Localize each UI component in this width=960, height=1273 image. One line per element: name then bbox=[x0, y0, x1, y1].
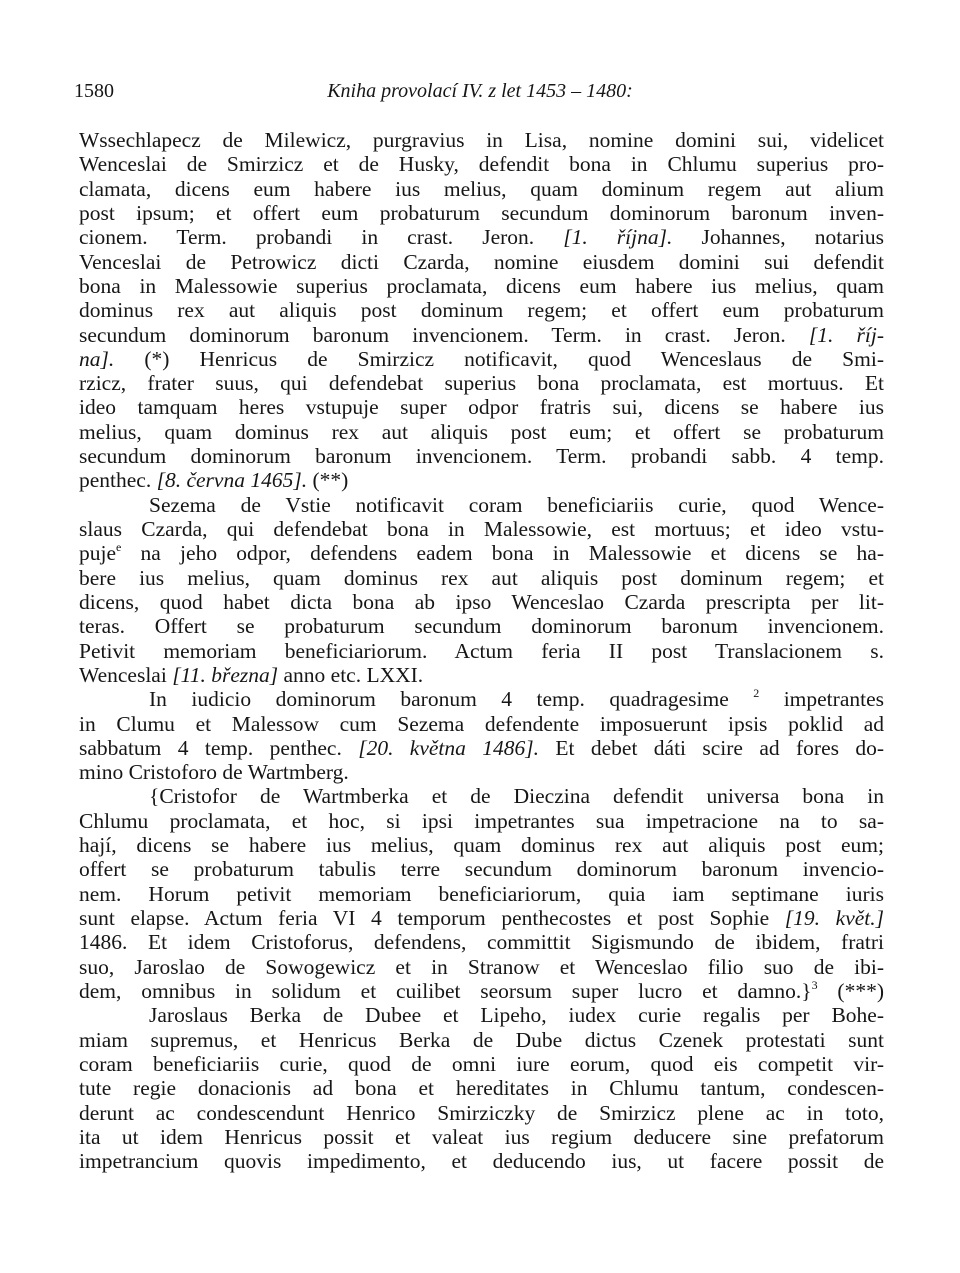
paragraph-start: Jaroslaus Berka de Dubee et Lipeho, iudex curie regalis per Bohe- bbox=[149, 1003, 884, 1028]
text-line: Wenceslai de Smirzicz et de Husky, defendit bona in Chlumu superius pro- bbox=[79, 152, 884, 177]
text-line: derunt ac condescendunt Henrico Smirziczky de Smirzicz plene ac in toto, bbox=[79, 1100, 884, 1125]
text-line: nem. Horum petivit memoriam beneficiariorum, quia iam septimane iuris bbox=[79, 881, 884, 906]
date-annotation: [19. květ.] bbox=[784, 906, 884, 930]
page-header bbox=[74, 80, 886, 108]
text-line: Wssechlapecz de Milewicz, purgravius in Lisa, nomine domini sui, videlicet bbox=[79, 128, 884, 152]
date-annotation: [11. března] bbox=[172, 662, 279, 687]
date-annotation: [20. května 1486]. bbox=[358, 735, 540, 760]
text-line: puje$^e$ na jeho odpor, defendens eadem bona in Malessowie et dicens se ha- bbox=[79, 541, 884, 566]
date-annotation: [1. října]. bbox=[563, 225, 673, 250]
text-line: hají, dicens se habere ius melius, quam dominus rex aut aliquis post eum; bbox=[79, 833, 884, 858]
text-line: secundum dominorum baronum invencionem. Term. in crast. Jeron. [1. říj- bbox=[79, 322, 884, 347]
paragraph-start: In iudicio dominorum baronum 4 temp. quadragesime $^2$ impetrantes bbox=[149, 687, 884, 712]
text-line: tute regie donacionis ad bona et hereditates in Chlumu tantum, condescen- bbox=[79, 1076, 884, 1101]
text-line: in Clumu et Malessow cum Sezema defendente imposuerunt ipsis poklid ad bbox=[79, 711, 884, 736]
text-line: miam supremus, et Henricus Berka de Dube dictus Czenek protestati sunt bbox=[79, 1027, 884, 1052]
text-line: cionem. Term. probandi in crast. Jeron. [1. října]. Johannes, notarius bbox=[79, 225, 884, 250]
text-line: Wenceslai [11. března] anno etc. LXXI. bbox=[79, 662, 424, 687]
text-line: dominus rex aut aliquis post dominum regem; et offert eum probaturum bbox=[79, 298, 884, 323]
page-number: 1580 bbox=[74, 80, 114, 102]
date-annotation: [8. června 1465]. bbox=[156, 468, 308, 493]
text-line: Petivit memoriam beneficiariorum. Actum feria II post Translacionem s. bbox=[79, 638, 884, 663]
text-line: dicens, quod habet dicta bona ab ipso Wenceslao Czarda prescripta per lit- bbox=[79, 589, 884, 614]
text-line: secundum dominorum baronum invencionem. Term. probandi sabb. 4 temp. bbox=[79, 444, 884, 469]
text-line: na]. (*) Henricus de Smirzicz notificavit, quod Wenceslaus de Smi- bbox=[79, 346, 884, 371]
text-line: teras. Offert se probaturum secundum dominorum baronum invencionem. bbox=[79, 614, 884, 639]
text-line: suo, Jaroslao de Sowogewicz et in Stranow et Wenceslao filio suo de ibi- bbox=[79, 954, 884, 979]
text-line: melius, quam dominus rex aut aliquis post eum; et offert se probaturum bbox=[79, 419, 884, 444]
text-line: 1486. Et idem Cristoforus, defendens, committit Sigismundo de ibidem, fratri bbox=[79, 930, 884, 955]
text-line: mino Cristoforo de Wartmberg. bbox=[79, 760, 349, 785]
paragraph-start: {Cristofor de Wartmberka et de Dieczina defendit universa bona in bbox=[149, 784, 884, 809]
text-line: ideo tamquam heres vstupuje super odpor fratris sui, dicens se habere ius bbox=[79, 395, 884, 420]
running-title: Kniha provolací IV. z let 1453 – 1480: bbox=[327, 80, 633, 102]
date-annotation: na]. bbox=[79, 346, 115, 371]
text-line: ita ut idem Henricus possit et valeat ius regium deducere sine prefatorum bbox=[79, 1124, 884, 1149]
text-line: slaus Czarda, qui defendebat bona in Malessowie, est mortuus; et ideo vstu- bbox=[79, 517, 884, 541]
text-line: Chlumu proclamata, et hoc, si ipsi impetrantes sua impetracione na to sa- bbox=[79, 808, 884, 833]
text-line: offert se probaturum tabulis terre secundum dominorum baronum invencio- bbox=[79, 857, 884, 882]
text-line: bere ius melius, quam dominus rex aut aliquis post dominum regem; et bbox=[79, 565, 884, 590]
text-line: sabbatum 4 temp. penthec. [20. května 1486]. Et debet dáti scire ad fores do- bbox=[79, 735, 884, 760]
text-line: Venceslai de Petrowicz dicti Czarda, nomine eiusdem domini sui defendit bbox=[79, 249, 884, 274]
body-text bbox=[79, 128, 884, 1173]
footnote-mark: 3 bbox=[811, 978, 818, 992]
text-line: rzicz, frater suus, qui defendebat superius bona proclamata, est mortuus. Et bbox=[79, 371, 884, 396]
text-line: post ipsum; et offert eum probaturum secundum dominorum baronum inven- bbox=[79, 200, 884, 225]
footnote-mark: 2 bbox=[753, 687, 760, 701]
date-annotation: [1. říj- bbox=[808, 322, 884, 347]
paragraph-start: Sezema de Vstie notificavit coram beneficiariis curie, quod Wence- bbox=[149, 492, 884, 517]
footnote-mark: e bbox=[116, 541, 122, 555]
text-line: coram beneficiariis curie, quod de omni iure eorum, quod eis competit vir- bbox=[79, 1051, 884, 1076]
text-line: penthec. [8. června 1465]. (**) bbox=[79, 468, 349, 493]
text-line: impetrancium quovis impedimento, et deducendo ius, ut facere possit de bbox=[79, 1149, 884, 1174]
text-line: sunt elapse. Actum feria VI 4 temporum penthecostes et post Sophie [19. květ.] bbox=[79, 906, 884, 930]
text-line: bona in Malessowie superius proclamata, dicens eum habere ius melius, quam bbox=[79, 273, 884, 298]
text-line: clamata, dicens eum habere ius melius, quam dominum regem aut alium bbox=[79, 176, 884, 201]
text-line: dem, omnibus in solidum et cuilibet seorsum super lucro et damno.}$^3$ (***) bbox=[79, 978, 884, 1003]
